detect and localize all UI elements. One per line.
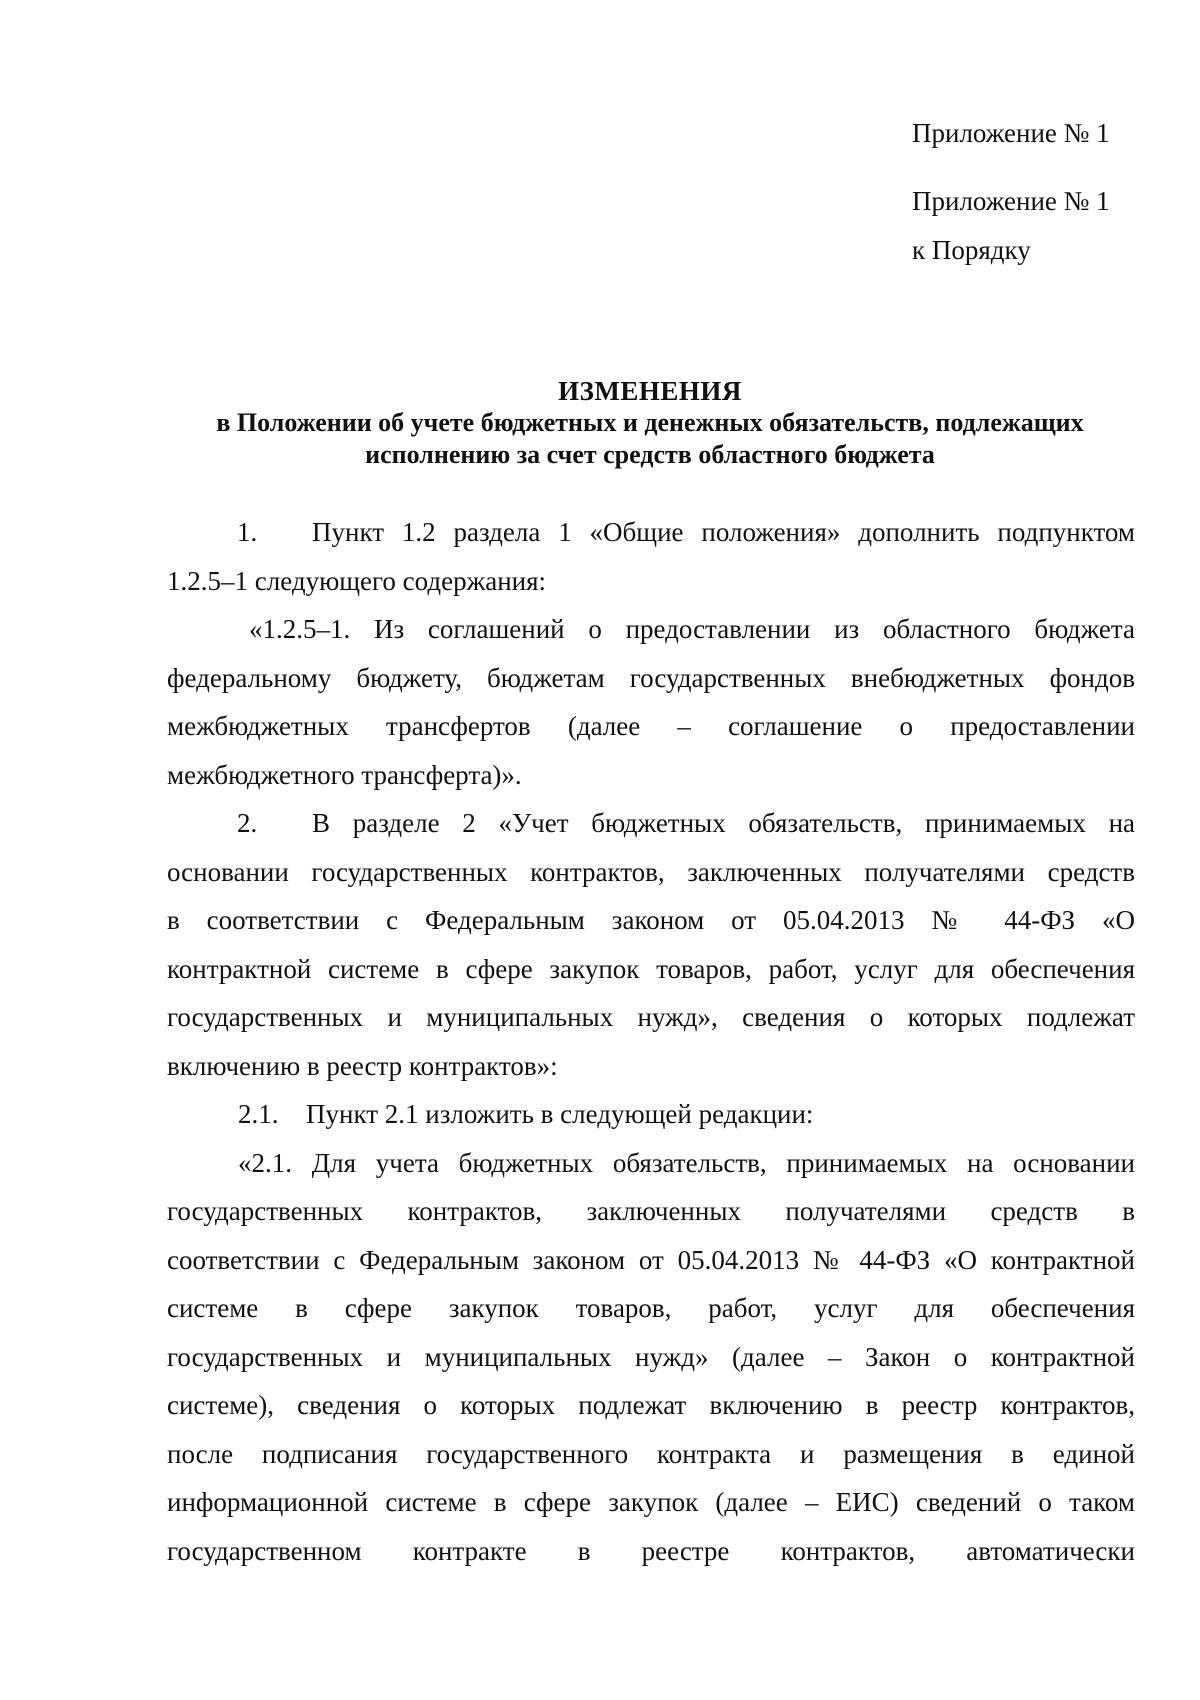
paragraph-2-line-4: контрактной системе в сфере закупок товаров, работ, услуг для обеспечения [167,953,1135,984]
quote-2-line-2: государственных контрактов, заключенных получателями средств в [167,1196,1135,1226]
appendix-label-secondary: Приложение № 1 [912,186,1110,216]
quote-2-line-4: системе в сфере закупок товаров, работ, услуг для обеспечения [167,1293,1135,1323]
paragraph-2-1-line-1 [167,1090,1135,1139]
paragraph-2-1-text: Пункт 2.1 изложить в следующей редакции: [306,1099,814,1129]
paragraph-1-text: Пункт 1.2 раздела 1 «Общие положения» дополнить подпунктом [312,517,1135,547]
quote-2-line-3: соответствии с Федеральным законом от 05.04.2013 № 44-ФЗ «О контрактной [167,1244,1135,1275]
quote-1-line-2: федеральному бюджету, бюджетам государственных внебюджетных фондов [167,662,1135,693]
quote-2-line-6: системе), сведения о которых подлежат включению в реестр контрактов, [167,1390,1135,1420]
paragraph-2-number: 2. [237,808,258,838]
paragraph-2-line-6: включению в реестр контрактов»: [167,1050,558,1081]
paragraph-2-line-2: основании государственных контрактов, заключенных получателями средств [167,856,1135,887]
paragraph-1-number: 1. [237,517,258,547]
document-subtitle-line-2: исполнению за счет средств областного бюджета [365,440,935,469]
quote-2-line-1: «2.1. Для учета бюджетных обязательств, принимаемых на основании [238,1147,1135,1178]
paragraph-1-line-1 [167,508,1135,557]
paragraph-2-line-1 [167,799,1135,848]
quote-2-line-5: государственных и муниципальных нужд» (далее – Закон о контрактной [167,1341,1135,1372]
appendix-reference: к Порядку [912,235,1031,265]
paragraph-2-line-3: в соответствии с Федеральным законом от 05.04.2013 № 44-ФЗ «О [167,905,1135,935]
quote-1-line-4: межбюджетного трансферта)». [167,759,522,790]
quote-2-line-9: государственном контракте в реестре контрактов, автоматически [167,1535,1135,1566]
paragraph-2-1-number: 2.1. [238,1099,279,1129]
appendix-label: Приложение № 1 [912,118,1110,148]
paragraph-1-line-2: 1.2.5–1 следующего содержания: [167,565,547,596]
quote-1-line-3: межбюджетных трансфертов (далее – соглашение о предоставлении [167,711,1135,741]
document-subtitle-line-1: в Положении об учете бюджетных и денежных обязательств, подлежащих [216,408,1084,437]
document-title-block [160,375,1140,471]
quote-2-line-7: после подписания государственного контракта и размещения в единой [167,1438,1135,1469]
document-title: ИЗМЕНЕНИЯ [558,376,742,406]
quote-1-line-1: «1.2.5–1. Из соглашений о предоставлении из областного бюджета [249,614,1135,644]
document-body [167,508,1135,1575]
paragraph-2-text: В разделе 2 «Учет бюджетных обязательств, принимаемых на [312,808,1135,838]
paragraph-2-line-5: государственных и муниципальных нужд», сведения о которых подлежат [167,1002,1135,1032]
quote-2-line-8: информационной системе в сфере закупок (далее – ЕИС) сведений о таком [167,1487,1135,1517]
